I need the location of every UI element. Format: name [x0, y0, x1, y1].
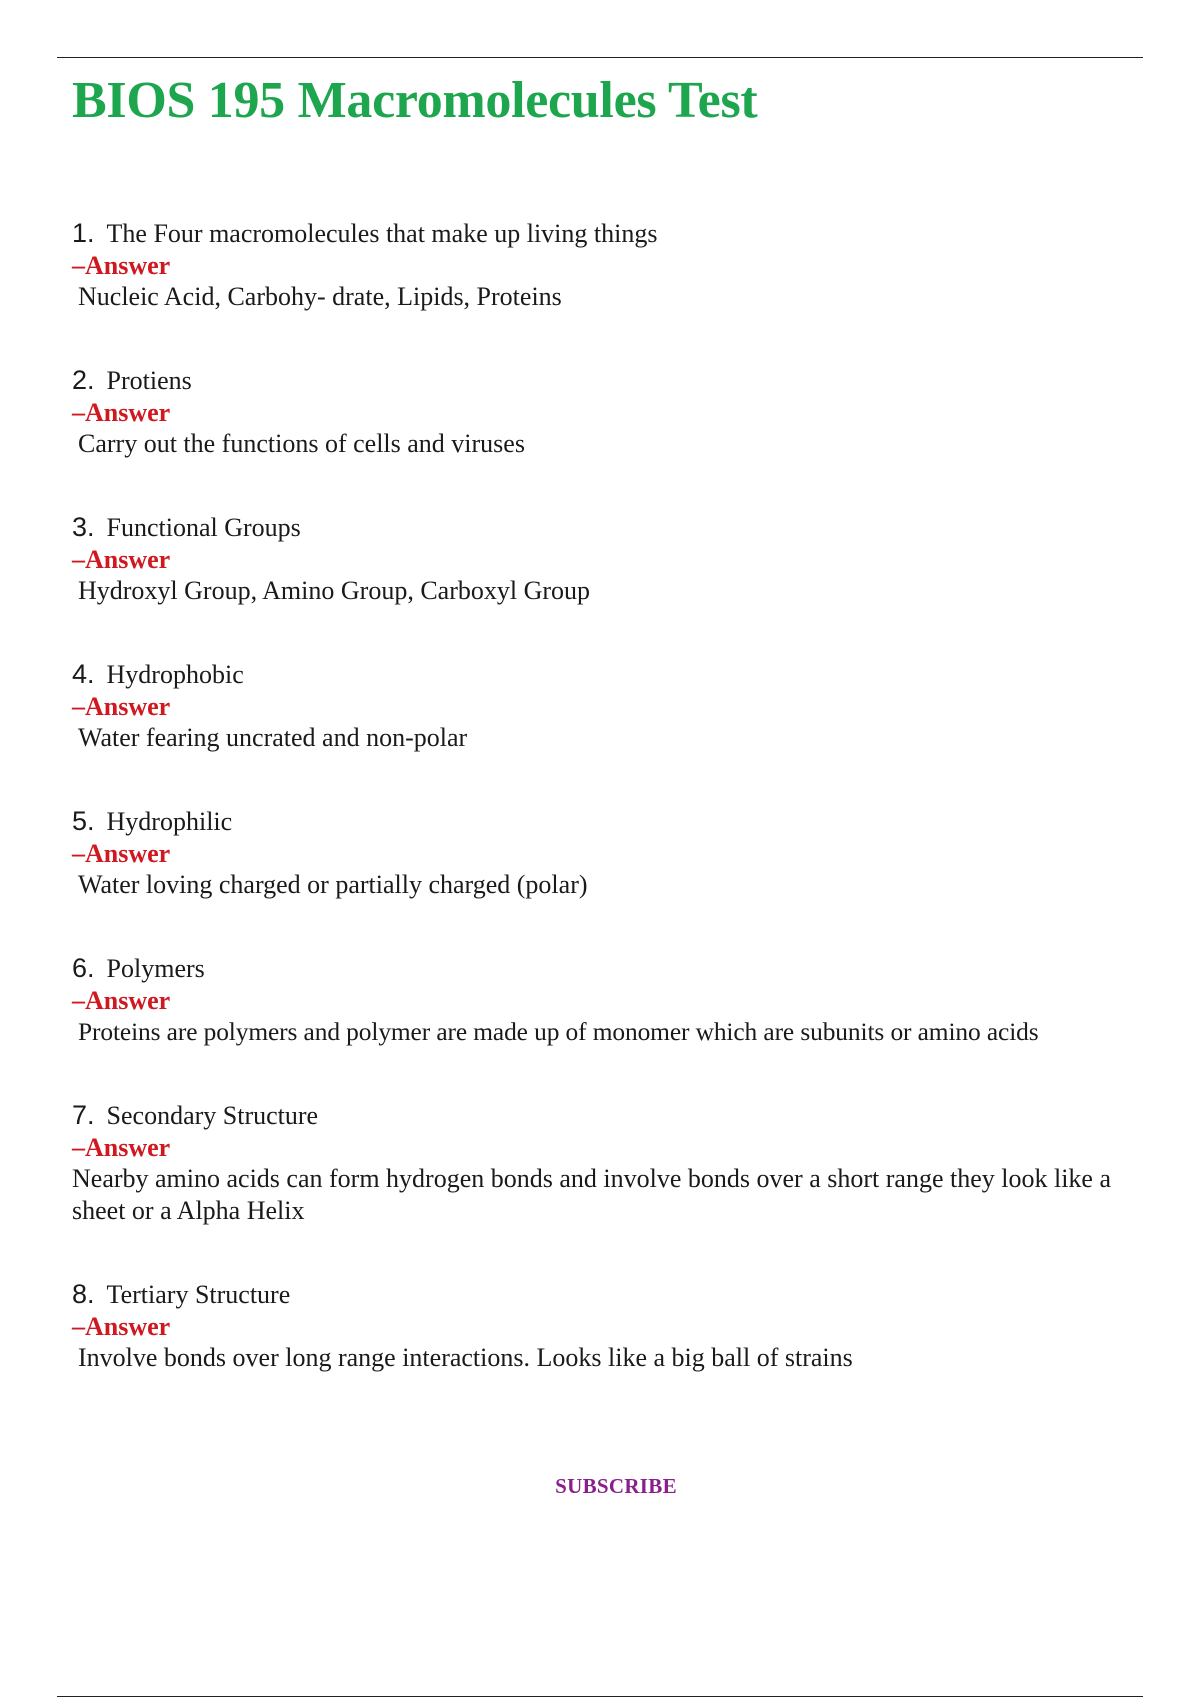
question-prompt: The Four macromolecules that make up living things — [106, 219, 658, 248]
answer-text: Water loving charged or partially charged (polar) — [78, 870, 588, 899]
question-number: 7. — [72, 1100, 95, 1130]
answer-text: Hydroxyl Group, Amino Group, Carboxyl Group — [78, 576, 591, 605]
answer-label: –Answer — [72, 692, 171, 721]
answer-text: Involve bonds over long range interactions. Looks like a big ball of strains — [78, 1343, 853, 1372]
question-item-4 — [72, 657, 1147, 754]
answer-text: Carry out the functions of cells and viruses — [78, 429, 525, 458]
question-line — [72, 1277, 1147, 1312]
answer-label: –Answer — [72, 545, 171, 574]
question-number: 4. — [72, 659, 95, 689]
question-line — [72, 216, 1147, 251]
question-prompt: Protiens — [106, 366, 192, 395]
question-item-8 — [72, 1277, 1147, 1374]
question-prompt: Secondary Structure — [106, 1101, 319, 1130]
question-prompt: Hydrophobic — [106, 660, 244, 689]
question-line — [72, 1098, 1147, 1133]
answer-label: –Answer — [72, 986, 171, 1015]
question-number: 2. — [72, 365, 95, 395]
page-title: BIOS 195 Macromolecules Test — [72, 72, 758, 129]
question-prompt: Tertiary Structure — [106, 1280, 291, 1309]
question-number: 3. — [72, 512, 95, 542]
question-item-6 — [72, 951, 1147, 1048]
top-rule — [57, 57, 1143, 58]
answer-label: –Answer — [72, 251, 171, 280]
question-number: 5. — [72, 806, 95, 836]
question-item-7 — [72, 1098, 1147, 1227]
answer-text: Proteins are polymers and polymer are made up of monomer which are subunits or amino acids — [78, 1018, 1039, 1046]
question-item-5 — [72, 804, 1147, 901]
subscribe-link[interactable]: SUBSCRIBE — [555, 1474, 677, 1498]
question-list — [72, 216, 1147, 1424]
answer-label: –Answer — [72, 398, 171, 427]
answer-label: –Answer — [72, 839, 171, 868]
answer-text: Nearby amino acids can form hydrogen bonds and involve bonds over a short range they look like a sheet or a Alpha Helix — [72, 1164, 1111, 1225]
bottom-rule — [57, 1696, 1143, 1697]
question-prompt: Hydrophilic — [106, 807, 233, 836]
question-line — [72, 510, 1147, 545]
question-item-2 — [72, 363, 1147, 460]
question-number: 8. — [72, 1279, 95, 1309]
question-item-1 — [72, 216, 1147, 313]
question-line — [72, 363, 1147, 398]
question-line — [72, 657, 1147, 692]
question-number: 6. — [72, 953, 95, 983]
answer-text: Nucleic Acid, Carbohy- drate, Lipids, Proteins — [78, 282, 562, 311]
question-line — [72, 951, 1147, 986]
question-line — [72, 804, 1147, 839]
answer-text: Water fearing uncrated and non-polar — [78, 723, 468, 752]
question-number: 1. — [72, 218, 95, 248]
question-prompt: Polymers — [106, 954, 205, 983]
question-prompt: Functional Groups — [106, 513, 301, 542]
question-item-3 — [72, 510, 1147, 607]
answer-label: –Answer — [72, 1312, 171, 1341]
answer-label: –Answer — [72, 1133, 171, 1162]
